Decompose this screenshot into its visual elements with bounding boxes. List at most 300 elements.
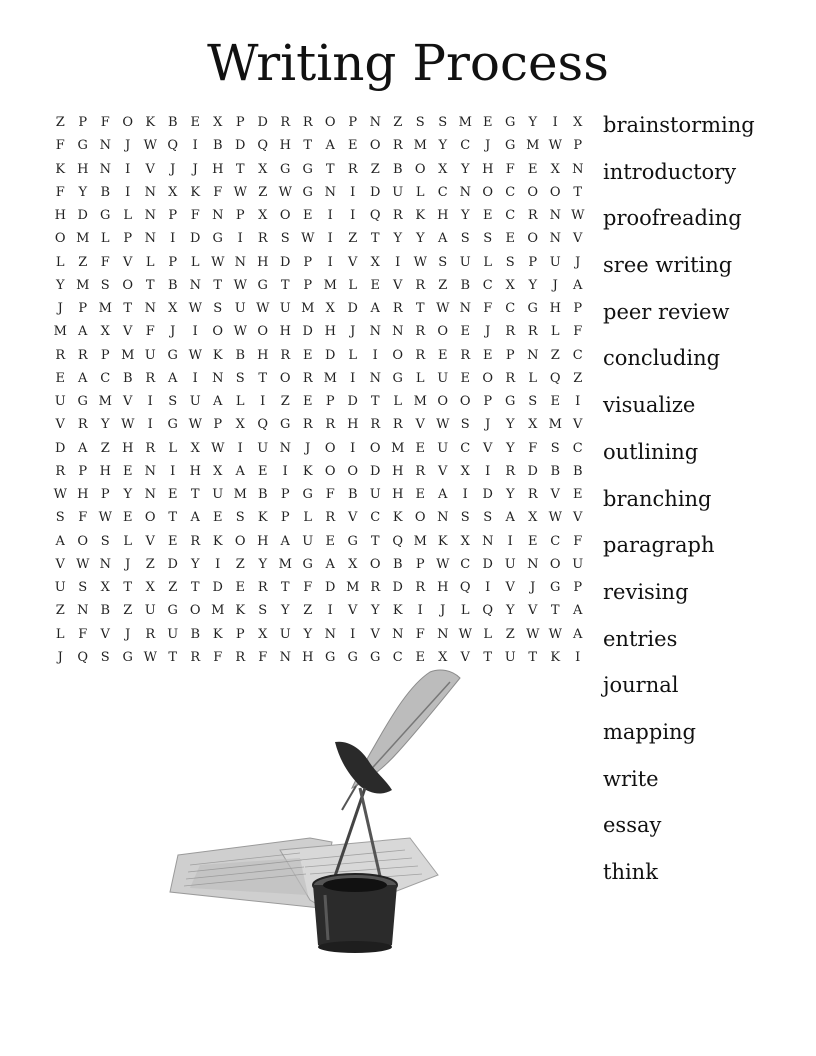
grid-letter: V (393, 277, 403, 293)
grid-letter: G (527, 301, 538, 317)
grid-letter: N (99, 138, 111, 154)
grid-row (49, 274, 589, 297)
grid-row (49, 553, 589, 576)
quill-and-inkwell-illustration (160, 660, 470, 960)
letter-grid (49, 111, 589, 669)
grid-letter: R (302, 370, 313, 386)
grid-letter: P (573, 138, 583, 154)
grid-letter: E (168, 487, 178, 503)
grid-letter: I (350, 440, 356, 456)
grid-letter: W (548, 138, 562, 154)
grid-letter: H (77, 487, 89, 503)
grid-letter: B (122, 370, 133, 386)
grid-letter: N (324, 626, 336, 642)
grid-letter: N (369, 324, 381, 340)
word-list-item: sree writing (603, 253, 733, 278)
grid-letter: A (235, 463, 245, 479)
word-list-item: brainstorming (603, 113, 755, 137)
grid-letter: O (527, 231, 539, 247)
grid-letter: X (505, 277, 515, 293)
grid-letter: G (347, 649, 358, 665)
grid-letter: U (212, 487, 224, 503)
grid-letter: F (528, 440, 538, 456)
grid-letter: E (123, 510, 133, 526)
grid-letter: X (168, 301, 178, 317)
grid-row (49, 460, 589, 483)
word-list-item: essay (603, 813, 662, 838)
grid-letter: B (392, 556, 403, 572)
grid-letter: A (438, 487, 448, 503)
grid-letter: G (505, 115, 516, 131)
grid-letter: O (527, 184, 539, 200)
grid-letter: S (438, 115, 448, 131)
grid-letter: F (213, 649, 223, 665)
grid-letter: R (527, 324, 538, 340)
grid-letter: H (122, 440, 134, 456)
grid-letter: P (78, 301, 88, 317)
grid-letter: R (325, 417, 336, 433)
grid-letter: F (145, 324, 155, 340)
grid-letter: X (213, 115, 223, 131)
grid-letter: P (528, 254, 538, 270)
grid-letter: B (167, 115, 178, 131)
grid-letter: N (324, 184, 336, 200)
grid-letter: G (212, 231, 223, 247)
grid-letter: U (279, 626, 291, 642)
grid-letter: L (190, 254, 200, 270)
grid-letter: C (505, 184, 516, 200)
grid-letter: N (144, 208, 156, 224)
grid-letter: Y (280, 603, 290, 619)
grid-letter: N (77, 603, 89, 619)
grid-letter: X (258, 208, 268, 224)
grid-letter: P (325, 394, 335, 410)
grid-letter: W (256, 301, 270, 317)
grid-letter: I (192, 138, 198, 154)
grid-letter: V (145, 533, 155, 549)
grid-letter: Y (505, 417, 515, 433)
grid-letter: N (212, 208, 224, 224)
grid-letter: I (237, 231, 243, 247)
grid-letter: I (327, 603, 333, 619)
grid-letter: Z (100, 440, 110, 456)
grid-letter: R (280, 115, 291, 131)
grid-letter: N (144, 463, 156, 479)
grid-letter: A (370, 301, 380, 317)
grid-row (49, 576, 589, 599)
grid-letter: N (437, 510, 449, 526)
grid-letter: N (144, 487, 156, 503)
grid-letter: R (460, 347, 471, 363)
grid-letter: G (550, 580, 561, 596)
grid-letter: O (324, 115, 336, 131)
grid-letter: J (305, 440, 311, 456)
grid-letter: Z (78, 254, 88, 270)
grid-letter: V (415, 417, 425, 433)
grid-letter: V (123, 254, 133, 270)
grid-letter: M (548, 417, 562, 433)
grid-letter: C (572, 347, 583, 363)
grid-letter: J (57, 649, 63, 665)
grid-row (49, 227, 589, 250)
grid-letter: S (528, 394, 538, 410)
grid-letter: O (392, 347, 404, 363)
grid-letter: E (370, 277, 380, 293)
grid-letter: Q (257, 138, 269, 154)
grid-letter: Y (370, 603, 380, 619)
grid-letter: L (348, 277, 358, 293)
grid-letter: A (438, 231, 448, 247)
grid-letter: I (462, 487, 468, 503)
grid-letter: Z (123, 603, 133, 619)
grid-letter: U (279, 301, 291, 317)
grid-letter: Y (123, 487, 133, 503)
grid-letter: V (573, 231, 583, 247)
grid-letter: M (121, 347, 135, 363)
grid-letter: I (327, 208, 333, 224)
grid-letter: U (392, 184, 404, 200)
grid-letter: H (212, 161, 224, 177)
grid-letter: K (55, 161, 66, 177)
grid-letter: Y (528, 115, 538, 131)
grid-letter: O (437, 324, 449, 340)
grid-letter: Z (393, 115, 403, 131)
grid-letter: O (234, 533, 246, 549)
grid-letter: X (100, 324, 110, 340)
grid-letter: C (460, 440, 471, 456)
grid-letter: R (190, 533, 201, 549)
grid-letter: M (346, 580, 360, 596)
grid-letter: G (302, 161, 313, 177)
grid-letter: L (415, 184, 425, 200)
grid-letter: X (213, 463, 223, 479)
grid-letter: W (143, 138, 157, 154)
grid-letter: U (257, 440, 269, 456)
word-list-item: think (603, 860, 658, 884)
grid-letter: I (350, 184, 356, 200)
grid-letter: R (415, 324, 426, 340)
grid-letter: S (280, 231, 290, 247)
grid-letter: H (279, 138, 291, 154)
grid-letter: H (189, 463, 201, 479)
grid-letter: W (211, 440, 225, 456)
word-list-item: peer review (603, 299, 730, 324)
grid-letter: O (189, 603, 201, 619)
grid-letter: N (459, 301, 471, 317)
grid-letter: F (213, 184, 223, 200)
grid-letter: N (369, 115, 381, 131)
grid-letter: M (98, 301, 112, 317)
grid-letter: A (168, 370, 178, 386)
grid-letter: V (438, 463, 448, 479)
grid-letter: U (302, 533, 314, 549)
grid-letter: O (54, 231, 66, 247)
grid-letter: I (575, 649, 581, 665)
grid-letter: R (392, 301, 403, 317)
grid-letter: E (460, 324, 470, 340)
grid-letter: Z (438, 277, 448, 293)
grid-letter: V (460, 649, 470, 665)
word-list-item: write (603, 766, 659, 791)
grid-letter: C (460, 556, 471, 572)
grid-letter: I (147, 417, 153, 433)
grid-letter: P (573, 580, 583, 596)
grid-letter: M (211, 603, 225, 619)
grid-letter: F (258, 649, 268, 665)
grid-letter: O (549, 184, 561, 200)
grid-letter: O (257, 324, 269, 340)
grid-letter: T (168, 649, 178, 665)
grid-letter: Q (167, 138, 179, 154)
grid-letter: C (437, 184, 448, 200)
word-list-item: proofreading (603, 206, 742, 231)
grid-letter: X (460, 533, 470, 549)
grid-letter: Y (393, 231, 403, 247)
grid-letter: W (121, 417, 135, 433)
grid-letter: U (437, 370, 449, 386)
grid-letter: M (98, 394, 112, 410)
grid-letter: E (258, 463, 268, 479)
grid-letter: S (483, 231, 493, 247)
grid-letter: K (437, 533, 448, 549)
grid-letter: T (123, 301, 133, 317)
grid-letter: D (392, 580, 403, 596)
grid-letter: S (213, 301, 223, 317)
grid-letter: E (55, 370, 65, 386)
grid-letter: W (53, 487, 67, 503)
grid-row (49, 437, 589, 460)
grid-letter: L (55, 626, 65, 642)
grid-letter: L (550, 324, 560, 340)
word-list-item: branching (603, 486, 712, 511)
grid-letter: Y (460, 161, 470, 177)
grid-letter: P (235, 208, 245, 224)
grid-letter: O (347, 463, 359, 479)
grid-letter: S (505, 254, 515, 270)
grid-letter: R (527, 208, 538, 224)
grid-letter: L (528, 370, 538, 386)
grid-letter: T (168, 510, 178, 526)
grid-letter: W (436, 301, 450, 317)
grid-letter: W (98, 510, 112, 526)
grid-row (49, 483, 589, 506)
grid-letter: M (76, 231, 90, 247)
grid-letter: T (325, 161, 335, 177)
grid-letter: U (144, 603, 156, 619)
grid-row (49, 134, 589, 157)
grid-letter: B (167, 277, 178, 293)
grid-letter: E (190, 115, 200, 131)
grid-letter: J (57, 301, 63, 317)
grid-letter: Z (573, 370, 583, 386)
grid-letter: D (347, 301, 358, 317)
grid-letter: S (100, 533, 110, 549)
grid-letter: P (235, 626, 245, 642)
grid-letter: B (572, 463, 583, 479)
grid-letter: P (415, 556, 425, 572)
grid-letter: X (145, 580, 155, 596)
grid-letter: D (280, 254, 291, 270)
grid-letter: H (257, 533, 269, 549)
grid-letter: W (188, 347, 202, 363)
grid-letter: O (369, 556, 381, 572)
grid-letter: I (327, 231, 333, 247)
grid-letter: M (323, 277, 337, 293)
grid-letter: O (549, 556, 561, 572)
grid-letter: A (325, 556, 335, 572)
grid-letter: U (369, 487, 381, 503)
grid-letter: W (211, 254, 225, 270)
grid-letter: J (192, 161, 198, 177)
grid-letter: R (145, 626, 156, 642)
grid-letter: R (302, 417, 313, 433)
grid-letter: J (125, 138, 131, 154)
grid-letter: O (122, 115, 134, 131)
grid-letter: J (485, 138, 491, 154)
grid-letter: Q (549, 370, 561, 386)
grid-letter: M (413, 138, 427, 154)
grid-letter: T (370, 231, 380, 247)
grid-letter: R (347, 161, 358, 177)
grid-letter: N (459, 184, 471, 200)
grid-letter: R (415, 277, 426, 293)
grid-letter: I (417, 603, 423, 619)
grid-letter: D (190, 231, 201, 247)
grid-letter: V (348, 510, 358, 526)
grid-letter: Y (528, 277, 538, 293)
grid-letter: I (350, 626, 356, 642)
grid-letter: R (415, 463, 426, 479)
grid-letter: Z (303, 603, 313, 619)
grid-letter: R (370, 417, 381, 433)
grid-letter: M (76, 277, 90, 293)
grid-letter: S (460, 417, 470, 433)
grid-letter: J (485, 324, 491, 340)
grid-letter: W (233, 324, 247, 340)
grid-letter: R (505, 370, 516, 386)
grid-letter: E (415, 649, 425, 665)
grid-letter: U (459, 254, 471, 270)
grid-letter: A (78, 324, 88, 340)
grid-letter: G (257, 277, 268, 293)
grid-letter: G (505, 394, 516, 410)
grid-letter: U (504, 649, 516, 665)
grid-letter: U (189, 394, 201, 410)
word-list-item: mapping (603, 719, 697, 744)
grid-letter: I (395, 254, 401, 270)
grid-letter: P (168, 254, 178, 270)
grid-letter: P (123, 231, 133, 247)
grid-letter: F (190, 208, 200, 224)
grid-letter: Z (370, 161, 380, 177)
grid-letter: W (143, 649, 157, 665)
grid-letter: S (235, 510, 245, 526)
grid-letter: B (347, 487, 358, 503)
grid-letter: H (437, 580, 449, 596)
grid-letter: B (257, 487, 268, 503)
grid-letter: I (327, 254, 333, 270)
grid-letter: T (280, 277, 290, 293)
grid-letter: N (572, 161, 584, 177)
grid-letter: L (393, 394, 403, 410)
grid-letter: G (280, 417, 291, 433)
grid-letter: P (78, 115, 88, 131)
grid-letter: M (413, 533, 427, 549)
grid-letter: U (144, 347, 156, 363)
grid-letter: Y (78, 184, 88, 200)
grid-letter: R (190, 649, 201, 665)
grid-letter: Y (505, 440, 515, 456)
grid-letter: G (167, 417, 178, 433)
grid-letter: L (415, 370, 425, 386)
grid-letter: O (122, 277, 134, 293)
grid-letter: M (323, 370, 337, 386)
grid-letter: E (325, 533, 335, 549)
grid-letter: T (303, 138, 313, 154)
grid-letter: J (530, 580, 536, 596)
grid-letter: C (550, 533, 561, 549)
grid-letter: X (348, 556, 358, 572)
grid-letter: G (370, 649, 381, 665)
grid-letter: X (528, 510, 538, 526)
grid-letter: I (350, 208, 356, 224)
grid-letter: O (482, 370, 494, 386)
grid-letter: P (348, 115, 358, 131)
grid-letter: N (527, 347, 539, 363)
grid-letter: L (123, 208, 133, 224)
grid-letter: E (415, 487, 425, 503)
grid-letter: R (415, 580, 426, 596)
grid-letter: O (482, 184, 494, 200)
grid-letter: B (100, 603, 111, 619)
grid-letter: Q (482, 603, 494, 619)
grid-letter: X (573, 115, 583, 131)
grid-letter: T (145, 277, 155, 293)
grid-letter: G (302, 487, 313, 503)
grid-letter: T (280, 580, 290, 596)
grid-letter: U (234, 301, 246, 317)
grid-letter: P (100, 487, 110, 503)
grid-letter: L (145, 254, 155, 270)
word-list-item: outlining (603, 439, 699, 464)
grid-letter: K (550, 649, 561, 665)
grid-letter: S (78, 580, 88, 596)
grid-letter: L (168, 440, 178, 456)
grid-letter: R (280, 347, 291, 363)
grid-letter: H (392, 487, 404, 503)
grid-letter: D (482, 487, 493, 503)
grid-letter: D (482, 556, 493, 572)
grid-letter: N (527, 556, 539, 572)
grid-letter: H (324, 324, 336, 340)
grid-letter: Z (168, 580, 178, 596)
grid-letter: P (573, 301, 583, 317)
grid-letter: T (190, 580, 200, 596)
grid-letter: T (370, 533, 380, 549)
grid-letter: A (325, 138, 335, 154)
grid-letter: A (78, 370, 88, 386)
grid-letter: N (279, 649, 291, 665)
grid-letter: P (235, 115, 245, 131)
grid-letter: E (550, 394, 560, 410)
grid-letter: E (303, 208, 313, 224)
grid-letter: K (392, 603, 403, 619)
grid-letter: R (392, 138, 403, 154)
grid-row (49, 320, 589, 343)
grid-letter: N (369, 370, 381, 386)
grid-letter: W (436, 556, 450, 572)
grid-letter: J (350, 324, 356, 340)
